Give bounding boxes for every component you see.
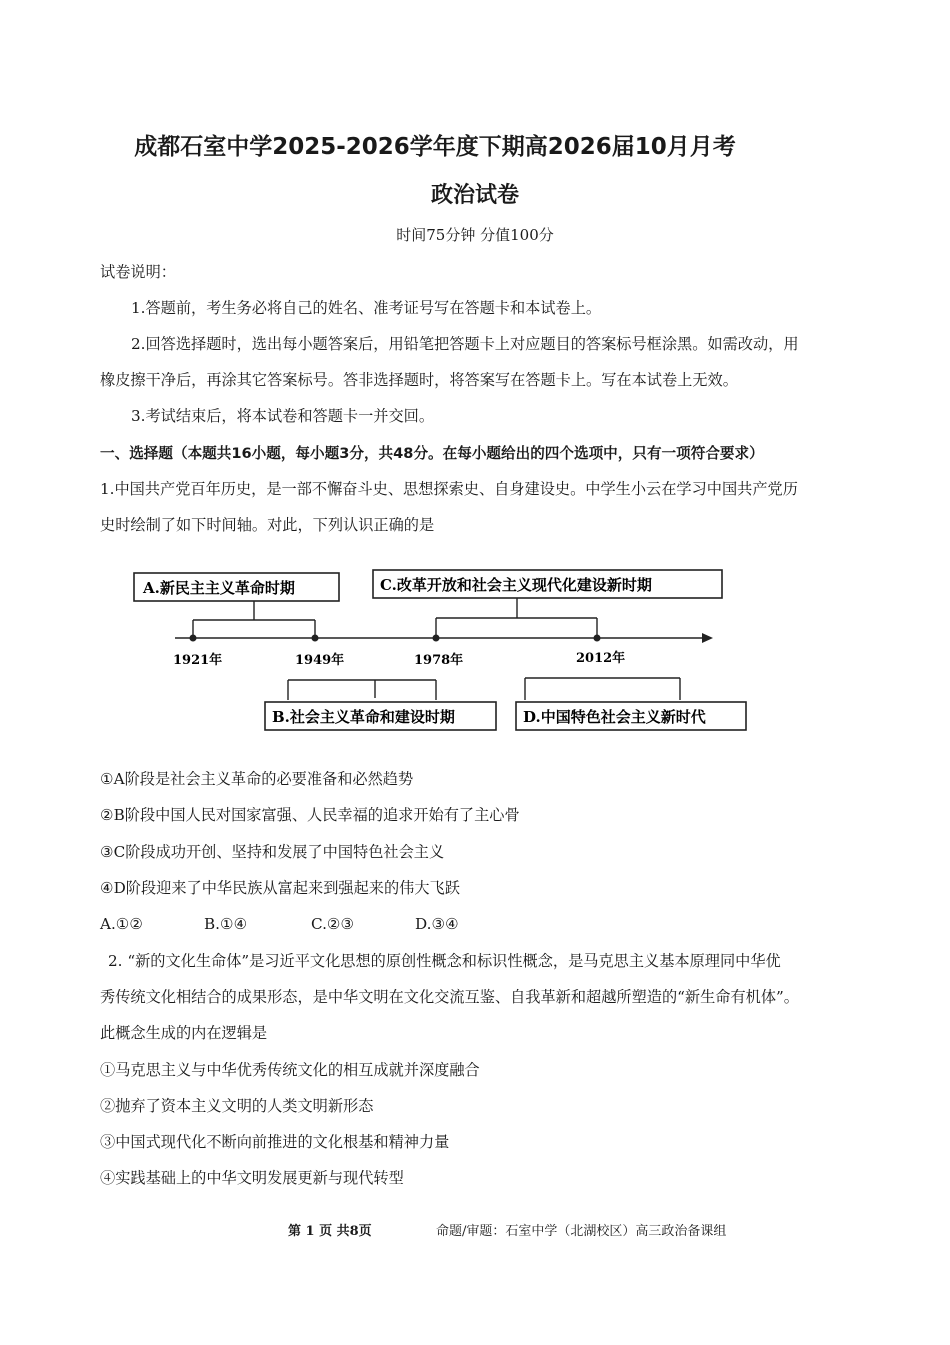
- exam-title: 成都石室中学2025-2026学年度下期高2026届10月月考: [134, 134, 736, 160]
- exam-subtitle: 政治试卷: [430, 183, 519, 208]
- timeline-point-1921: [190, 635, 197, 642]
- timeline-box-a-label: A.新民主主义革命时期: [143, 579, 295, 597]
- footer-page: 第 1 页 共8页: [288, 1224, 372, 1239]
- timeline-point-2012: [594, 635, 601, 642]
- q2-stem-line2: 秀传统文化相结合的成果形态，是中华文明在文化交流互鉴、自我革新和超越所塑造的“新生命有机体”。: [100, 988, 799, 1006]
- q1-choice-a: A.①②: [100, 915, 144, 933]
- instruction-item-2-line1: 2.回答选择题时，选出每小题答案后，用铅笔把答题卡上对应题目的答案标号框涂黑。如需改动，用: [131, 335, 799, 353]
- timeline-year-1978: 1978年: [414, 653, 464, 668]
- timeline-year-1949: 1949年: [295, 653, 345, 668]
- footer-credit: 命题/审题：石室中学（北湖校区）高三政治备课组: [436, 1224, 727, 1239]
- q1-choice-c: C.②③: [311, 915, 355, 933]
- exam-meta: 时间75分钟 分值100分: [396, 226, 554, 244]
- q1-option-2: ②B阶段中国人民对国家富强、人民幸福的追求开始有了主心骨: [100, 806, 520, 824]
- q2-stem-line1: 2. “新的文化生命体”是习近平文化思想的原创性概念和标识性概念，是马克思主义基本原理同中华优: [108, 952, 781, 970]
- timeline-point-1949: [312, 635, 319, 642]
- q1-option-1: ①A阶段是社会主义革命的必要准备和必然趋势: [100, 770, 414, 788]
- q2-option-3: ③中国式现代化不断向前推进的文化根基和精神力量: [100, 1133, 450, 1151]
- q2-option-4: ④实践基础上的中华文明发展更新与现代转型: [100, 1169, 404, 1187]
- q1-stem-line1: 1.中国共产党百年历史，是一部不懈奋斗史、思想探索史、自身建设史。中学生小云在学习中国共产党历: [100, 480, 798, 498]
- timeline-box-c-label: C.改革开放和社会主义现代化建设新时期: [380, 576, 652, 594]
- q1-option-4: ④D阶段迎来了中华民族从富起来到强起来的伟大飞跃: [100, 879, 460, 897]
- q2-stem-line3: 此概念生成的内在逻辑是: [100, 1024, 268, 1042]
- instruction-item-1: 1.答题前，考生务必将自己的姓名、准考证号写在答题卡和本试卷上。: [131, 299, 602, 317]
- instruction-item-3: 3.考试结束后，将本试卷和答题卡一并交回。: [131, 407, 435, 425]
- instruction-item-2-line2: 橡皮擦干净后，再涂其它答案标号。答非选择题时，将答案写在答题卡上。写在本试卷上无效。: [100, 371, 738, 389]
- timeline-year-1921: 1921年: [173, 653, 223, 668]
- q1-stem-line2: 史时绘制了如下时间轴。对此，下列认识正确的是: [100, 516, 435, 534]
- section-heading: 一、选择题（本题共16小题，每小题3分，共48分。在每小题给出的四个选项中，只有一项符合要求）: [100, 445, 764, 462]
- q2-option-1: ①马克思主义与中华优秀传统文化的相互成就并深度融合: [100, 1061, 480, 1079]
- q1-choice-b: B.①④: [204, 915, 248, 933]
- q1-option-3: ③C阶段成功开创、坚持和发展了中国特色社会主义: [100, 843, 445, 861]
- timeline-year-2012: 2012年: [576, 651, 626, 666]
- timeline-box-b-label: B.社会主义革命和建设时期: [272, 708, 455, 726]
- q2-option-2: ②抛弃了资本主义文明的人类文明新形态: [100, 1097, 374, 1115]
- instructions-heading: 试卷说明：: [100, 263, 176, 281]
- q1-choice-d: D.③④: [415, 915, 459, 933]
- timeline-point-1978: [433, 635, 440, 642]
- timeline-box-d-label: D.中国特色社会主义新时代: [523, 708, 706, 726]
